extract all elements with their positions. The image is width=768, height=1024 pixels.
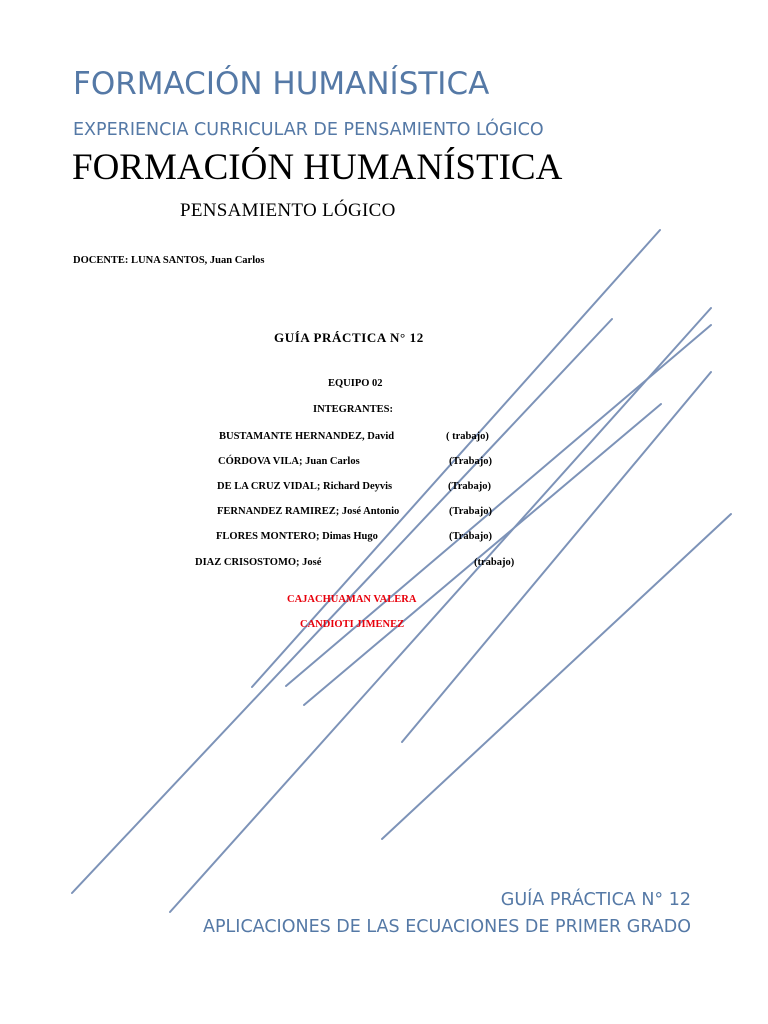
extra-member-name: CAJACHUAMAN VALERA [287,594,417,605]
member-note: (trabajo) [474,557,515,568]
member-name: DIAZ CRISOSTOMO; José [195,557,322,568]
member-note: (Trabajo) [449,506,492,517]
teacher-name: DOCENTE: LUNA SANTOS, Juan Carlos [73,255,265,266]
member-note: (Trabajo) [449,531,492,542]
members-label: INTEGRANTES: [313,404,393,415]
footer-topic-title: APLICACIONES DE LAS ECUACIONES DE PRIMER GRADO [203,917,691,937]
diagonal-line [170,308,711,912]
main-title: FORMACIÓN HUMANÍSTICA [72,147,563,188]
member-name: CÓRDOVA VILA; Juan Carlos [218,456,360,467]
document-header-subtitle: EXPERIENCIA CURRICULAR DE PENSAMIENTO LÓGICO [73,120,544,140]
member-name: BUSTAMANTE HERNANDEZ, David [219,431,395,442]
course-heading: PENSAMIENTO LÓGICO [180,200,396,221]
diagonal-line [304,404,661,705]
member-note: ( trabajo) [446,431,489,442]
member-name: DE LA CRUZ VIDAL; Richard Deyvis [217,481,393,492]
member-note: (Trabajo) [448,481,491,492]
diagonal-line [402,372,711,742]
team-label: EQUIPO 02 [328,378,383,389]
document-header-title: FORMACIÓN HUMANÍSTICA [73,66,490,102]
guide-heading: GUÍA PRÁCTICA N° 12 [274,330,424,345]
diagonal-line [382,514,731,839]
member-name: FERNANDEZ RAMIREZ; José Antonio [217,506,400,517]
extra-member-name: CANDIOTI JIMENEZ [300,619,405,630]
footer-guide-title: GUÍA PRÁCTICA N° 12 [500,890,691,910]
member-note: (Trabajo) [449,456,492,467]
member-name: FLORES MONTERO; Dimas Hugo [216,531,378,542]
